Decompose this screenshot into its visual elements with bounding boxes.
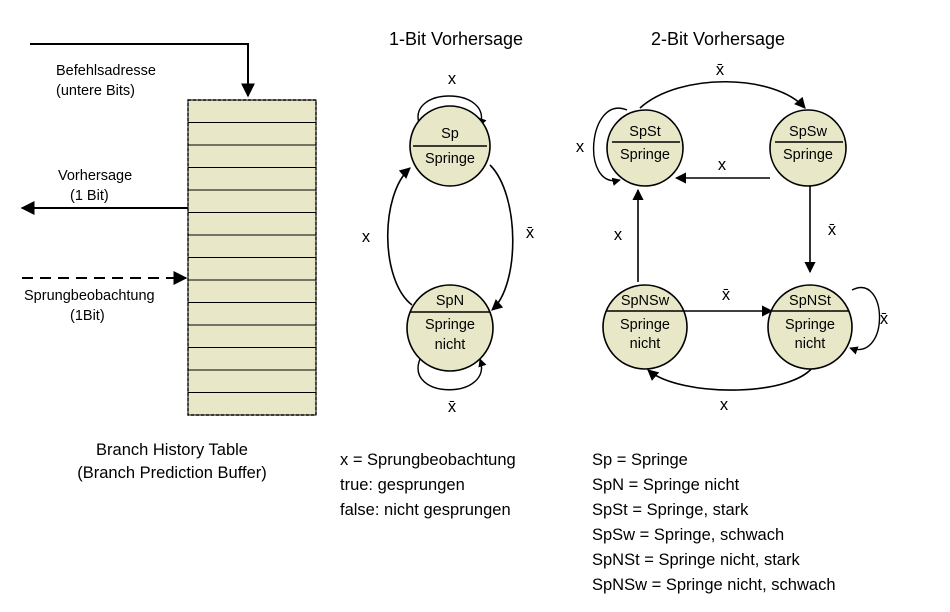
address-label-line2: (untere Bits) xyxy=(56,83,135,99)
transition-sp-to-spn xyxy=(490,165,513,310)
state-spnsw-line1: Springe xyxy=(620,317,670,333)
state-spnsw-name: SpNSw xyxy=(620,293,670,309)
overline-x-right: x̄ xyxy=(525,224,535,242)
transition-label-spn-to-sp: x xyxy=(361,228,371,246)
bht-caption-line1: Branch History Table xyxy=(96,441,248,459)
transition-label-spst-self: x xyxy=(575,138,585,156)
one-bit-title: 1-Bit Vorhersage xyxy=(388,29,524,49)
table-row xyxy=(188,145,316,168)
two-bit-fsm xyxy=(576,29,889,594)
legend-two-bit-0: Sp = Springe xyxy=(592,451,688,469)
prediction-label-line2: (1 Bit) xyxy=(70,188,109,204)
one-bit-fsm xyxy=(340,29,535,519)
state-spst-name: SpSt xyxy=(629,124,661,140)
transition-label-spsw-to-spst: x xyxy=(717,156,727,174)
transition-label-sp-to-spn xyxy=(526,224,535,242)
transition-label-spn-self: x̄ xyxy=(447,398,457,416)
legend-one-bit-1: true: gesprungen xyxy=(340,476,465,494)
transition-label-spnsw-to-spnst: x̄ xyxy=(721,286,731,304)
transition-label-spnst-self: x̄ xyxy=(879,310,889,328)
state-spnst-line1: Springe xyxy=(785,317,835,333)
state-spnst-name: SpNSt xyxy=(789,293,831,309)
legend-one-bit-0: x = Sprungbeobachtung xyxy=(340,451,516,469)
table-row xyxy=(188,100,316,123)
table-row xyxy=(188,370,316,393)
state-spnst-line2: nicht xyxy=(794,336,826,352)
state-spnsw-line2: nicht xyxy=(629,336,661,352)
legend-two-bit-4: SpNSt = Springe nicht, stark xyxy=(592,551,800,569)
table-row xyxy=(188,190,316,213)
branch-history-table xyxy=(22,44,316,482)
transition-spnst-self xyxy=(850,288,880,350)
table-row xyxy=(188,280,316,303)
state-sp-line1: Springe xyxy=(425,151,475,167)
legend-one-bit-2: false: nicht gesprungen xyxy=(340,501,511,519)
state-spn-line2: nicht xyxy=(434,337,466,353)
bht-caption-line2: (Branch Prediction Buffer) xyxy=(77,464,267,482)
transition-label-sp-self: x xyxy=(447,70,457,88)
address-label-line1: Befehlsadresse xyxy=(56,63,156,79)
state-spn-name: SpN xyxy=(435,293,465,309)
state-sp-name: Sp xyxy=(441,126,459,142)
transition-label-spnst-to-spnsw: x xyxy=(719,396,729,414)
two-bit-title: 2-Bit Vorhersage xyxy=(650,29,786,49)
table-row xyxy=(188,325,316,348)
legend-two-bit-1: SpN = Springe nicht xyxy=(592,476,740,494)
table-row xyxy=(188,168,316,191)
transition-spn-to-sp xyxy=(388,168,412,305)
table-row xyxy=(188,213,316,236)
transition-spst-to-spsw xyxy=(640,82,805,108)
transition-label-spsw-to-spnst: x̄ xyxy=(827,221,837,239)
table-row xyxy=(188,235,316,258)
legend-two-bit-5: SpNSw = Springe nicht, schwach xyxy=(592,576,836,594)
transition-spnst-to-spnsw xyxy=(648,362,816,390)
legend-two-bit-3: SpSw = Springe, schwach xyxy=(592,526,785,544)
state-spn-line1: Springe xyxy=(425,317,475,333)
table-row xyxy=(188,258,316,281)
observation-label-line1: Sprungbeobachtung xyxy=(24,288,155,304)
table-row xyxy=(188,348,316,371)
state-spst-line1: Springe xyxy=(620,147,670,163)
table-row xyxy=(188,303,316,326)
table-row xyxy=(188,123,316,146)
state-spsw-name: SpSw xyxy=(789,124,827,140)
transition-label-spnsw-to-spst: x xyxy=(613,226,623,244)
transition-label-spst-to-spsw: x̄ xyxy=(715,61,725,79)
legend-two-bit-2: SpSt = Springe, stark xyxy=(592,501,749,519)
observation-label-line2: (1Bit) xyxy=(70,308,105,324)
prediction-label-line1: Vorhersage xyxy=(58,168,133,184)
table-row xyxy=(188,393,316,416)
state-spsw-line1: Springe xyxy=(783,147,833,163)
